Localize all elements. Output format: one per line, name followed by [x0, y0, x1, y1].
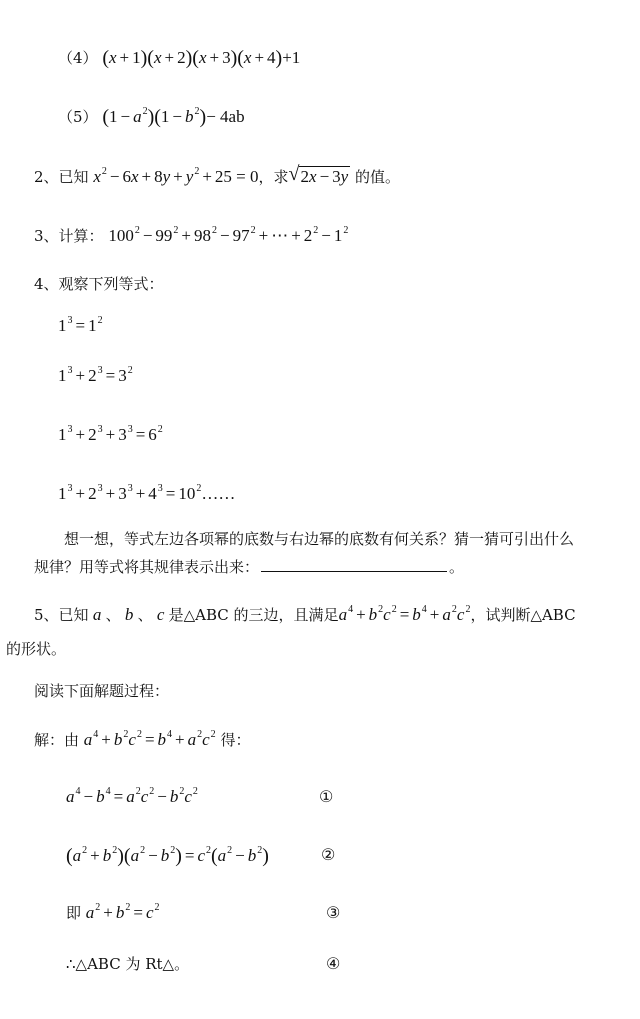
- question-4-paragraph-line-2: 规律？用等式将其规律表示出来： 。: [34, 558, 465, 576]
- equation-1: $1^3 = 1^2$: [58, 315, 103, 335]
- problem-4: [58, 47, 300, 68]
- step-3: 即 $a^2 + b^2 = c^2$: [66, 902, 160, 922]
- equation-2: $1^3 + 2^3 = 3^2$: [58, 365, 133, 385]
- solution-intro: 解：由 $a^4 + b^2c^2 = b^4 + a^2c^2$ 得：: [34, 729, 251, 749]
- question-2-sqrt: √ 2x − 3y: [288, 163, 349, 186]
- question-4-paragraph-line-1: 想一想，等式左边各项幂的底数与右边幂的底数有何关系？猜一猜可引出什么: [64, 530, 575, 548]
- question-2: 2、已知 $x^2 - 6x + 8y + y^2 + 25 = 0$，求 √ 2x − 3y 的值。: [34, 163, 400, 186]
- reading-prompt: 阅读下面解题过程：: [34, 682, 170, 700]
- step-4-marker: ④: [326, 954, 341, 973]
- answer-blank[interactable]: [261, 557, 447, 572]
- question-3-expression: $100^2 - 99^2 + 98^2 - 97^2$ + ⋯ + $2^2 - 1^2$: [108, 225, 349, 245]
- step-1-marker: ①: [319, 787, 334, 806]
- problem-5-label: （5）: [58, 108, 98, 126]
- question-3: 3、计算： $100^2 - 99^2 + 98^2 - 97^2$ + ⋯ + $2^2 - 1^2$: [34, 225, 349, 245]
- problem-4-label: （4）: [58, 49, 98, 67]
- step-2-marker: ②: [321, 845, 336, 864]
- problem-5: [58, 106, 245, 130]
- step-3-marker: ③: [326, 903, 341, 922]
- equation-3: $1^3 + 2^3 + 3^3 = 6^2$: [58, 424, 163, 444]
- problem-5-expression: $(1 - a^2)(1 - b^2)- 4ab$: [102, 106, 245, 128]
- equation-4: $1^3 + 2^3 + 3^3 + 4^3$ = $10^2\dots\dots$: [58, 483, 236, 503]
- question-2-equation: $x^2 - 6x + 8y + y^2 + 25 = 0$: [93, 166, 259, 186]
- step-1: $a^4 - b^4 = a^2c^2 - b^2c^2$: [66, 786, 198, 806]
- question-4: 4、观察下列等式：: [34, 275, 164, 293]
- problem-4-expression: (x + 1)(x + 2)(x + 3)(x + 4)+1: [102, 47, 301, 69]
- question-5-line-2: 的形状。: [6, 640, 67, 658]
- step-4: ∴△ABC 为 Rt△。: [66, 955, 190, 973]
- question-5-condition: $a^4 + b^2c^2 = b^4 + a^2c^2$: [338, 604, 471, 624]
- question-5-line-1: 5、已知 a 、 b 、 c 是△ABC 的三边，且满足$a^4 + b^2c^2 = b^4 + a^2c^2$，试判断△ABC: [34, 604, 576, 624]
- step-2: $(a^2 + b^2)(a^2 - b^2) = c^2(a^2 - b^2)$: [66, 845, 269, 867]
